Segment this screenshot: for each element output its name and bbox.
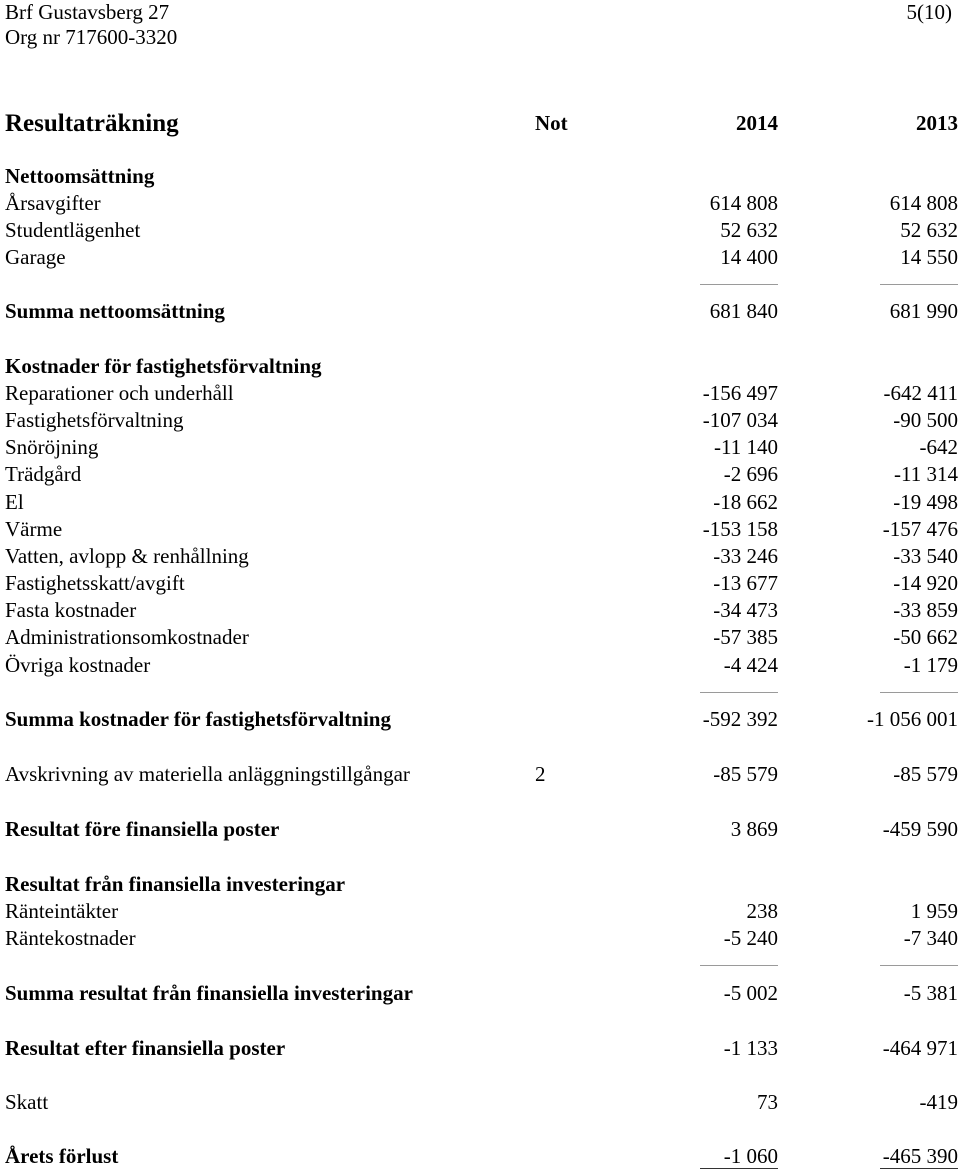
table-row — [5, 516, 958, 543]
row-label: Summa kostnader för fastighetsförvaltning — [5, 707, 391, 731]
table-row — [5, 244, 958, 271]
value-2013: -642 411 — [883, 381, 958, 405]
row-label: Årsavgifter — [5, 191, 101, 215]
value-2013: -19 498 — [893, 490, 958, 514]
row-label: Räntekostnader — [5, 926, 136, 950]
subtotal-rule — [880, 965, 958, 966]
subtotal-rule — [700, 965, 778, 966]
value-2014: 3 869 — [730, 817, 778, 841]
value-2013: -1 179 — [903, 653, 958, 677]
value-2013: -33 540 — [893, 544, 958, 568]
value-2014: -85 579 — [713, 762, 778, 786]
col-header-2014: 2014 — [736, 111, 778, 135]
table-row — [5, 624, 958, 651]
value-2014: -153 158 — [702, 517, 778, 541]
subtotal-rule — [700, 692, 778, 693]
row-label: Nettoomsättning — [5, 164, 155, 188]
table-row — [5, 461, 958, 488]
value-2014: -18 662 — [713, 490, 778, 514]
value-2013: -642 — [919, 435, 958, 459]
value-2014: -156 497 — [702, 381, 778, 405]
table-row — [5, 489, 958, 516]
table-row — [5, 1089, 958, 1116]
row-label: Värme — [5, 517, 63, 541]
value-2013: -465 390 — [882, 1144, 958, 1168]
total-underline — [880, 1168, 958, 1169]
subtotal-row — [5, 298, 958, 325]
table-row — [5, 925, 958, 952]
table-row — [5, 597, 958, 624]
row-label: Fastighetsskatt/avgift — [5, 571, 185, 595]
value-2013: -1 056 001 — [867, 707, 958, 731]
row-label: Trädgård — [5, 462, 82, 486]
row-label: El — [5, 490, 24, 514]
value-2014: -11 140 — [714, 435, 778, 459]
value-2014: -107 034 — [702, 408, 778, 432]
value-2014: -592 392 — [702, 707, 778, 731]
value-2013: -33 859 — [893, 598, 958, 622]
table-row — [5, 380, 958, 407]
row-label: Årets förlust — [5, 1144, 119, 1168]
row-label: Resultat efter finansiella poster — [5, 1036, 286, 1060]
subtotal-row — [5, 816, 958, 843]
value-2014: 238 — [746, 899, 778, 923]
value-2014: -57 385 — [713, 625, 778, 649]
value-2013: -5 381 — [903, 981, 958, 1005]
value-2014: -13 677 — [713, 571, 778, 595]
value-2013: -419 — [919, 1090, 958, 1114]
table-row — [5, 407, 958, 434]
value-2014: 614 808 — [709, 191, 778, 215]
row-note: 2 — [535, 762, 546, 786]
value-2014: 52 632 — [720, 218, 778, 242]
col-header-note: Not — [535, 111, 568, 135]
value-2014: -34 473 — [713, 598, 778, 622]
value-2014: -2 696 — [723, 462, 778, 486]
table-row — [5, 652, 958, 679]
row-label: Resultat före finansiella poster — [5, 817, 280, 841]
statement-title-row — [5, 110, 958, 137]
row-label: Kostnader för fastighetsförvaltning — [5, 354, 322, 378]
value-2014: -33 246 — [713, 544, 778, 568]
value-2013: 14 550 — [900, 245, 958, 269]
value-2013: -85 579 — [893, 762, 958, 786]
row-label: Ränteintäkter — [5, 899, 119, 923]
table-row — [5, 190, 958, 217]
row-label: Fastighetsförvaltning — [5, 408, 184, 432]
value-2014: -1 060 — [723, 1144, 778, 1168]
row-label: Summa nettoomsättning — [5, 299, 225, 323]
row-label: Studentlägenhet — [5, 218, 141, 242]
subtotal-row — [5, 980, 958, 1007]
row-label: Övriga kostnader — [5, 653, 151, 677]
row-label: Fasta kostnader — [5, 598, 137, 622]
value-2013: 614 808 — [889, 191, 958, 215]
table-row — [5, 570, 958, 597]
value-2013: -90 500 — [893, 408, 958, 432]
col-header-2013: 2013 — [916, 111, 958, 135]
page-number: 5(10) — [906, 0, 952, 24]
subtotal-rule — [880, 284, 958, 285]
value-2013: -7 340 — [903, 926, 958, 950]
value-2013: -157 476 — [882, 517, 958, 541]
value-2014: -1 133 — [723, 1036, 778, 1060]
table-row — [5, 217, 958, 244]
value-2013: 1 959 — [910, 899, 958, 923]
value-2014: -4 424 — [723, 653, 778, 677]
row-label: Vatten, avlopp & renhållning — [5, 544, 249, 568]
row-label: Garage — [5, 245, 66, 269]
section-heading-finansiella — [5, 871, 958, 898]
total-underline — [700, 1168, 778, 1169]
row-label: Skatt — [5, 1090, 49, 1114]
value-2014: -5 002 — [723, 981, 778, 1005]
row-label: Avskrivning av materiella anläggningstillgångar — [5, 762, 410, 786]
row-label: Resultat från finansiella investeringar — [5, 872, 346, 896]
value-2013: -459 590 — [882, 817, 958, 841]
table-row — [5, 898, 958, 925]
table-row — [5, 761, 958, 788]
row-label: Snöröjning — [5, 435, 99, 459]
value-2013: 52 632 — [900, 218, 958, 242]
total-row — [5, 1143, 958, 1170]
row-label: Reparationer och underhåll — [5, 381, 234, 405]
value-2014: -5 240 — [723, 926, 778, 950]
org-number: Org nr 717600-3320 — [5, 25, 178, 49]
value-2014: 14 400 — [720, 245, 778, 269]
page-header-left — [5, 0, 177, 50]
value-2013: -14 920 — [893, 571, 958, 595]
section-heading-nettoomsattning — [5, 163, 958, 190]
table-row — [5, 543, 958, 570]
subtotal-rule — [880, 692, 958, 693]
subtotal-rule — [700, 284, 778, 285]
company-name: Brf Gustavsberg 27 — [5, 0, 170, 24]
row-label: Summa resultat från finansiella investeringar — [5, 981, 413, 1005]
subtotal-row — [5, 706, 958, 733]
value-2014: 73 — [757, 1090, 778, 1114]
value-2013: 681 990 — [889, 299, 958, 323]
subtotal-row — [5, 1035, 958, 1062]
section-heading-kostnader — [5, 353, 958, 380]
value-2013: -11 314 — [894, 462, 958, 486]
statement-title: Resultaträkning — [5, 110, 179, 137]
table-row — [5, 434, 958, 461]
value-2013: -50 662 — [893, 625, 958, 649]
row-label: Administrationsomkostnader — [5, 625, 249, 649]
value-2013: -464 971 — [882, 1036, 958, 1060]
value-2014: 681 840 — [709, 299, 778, 323]
